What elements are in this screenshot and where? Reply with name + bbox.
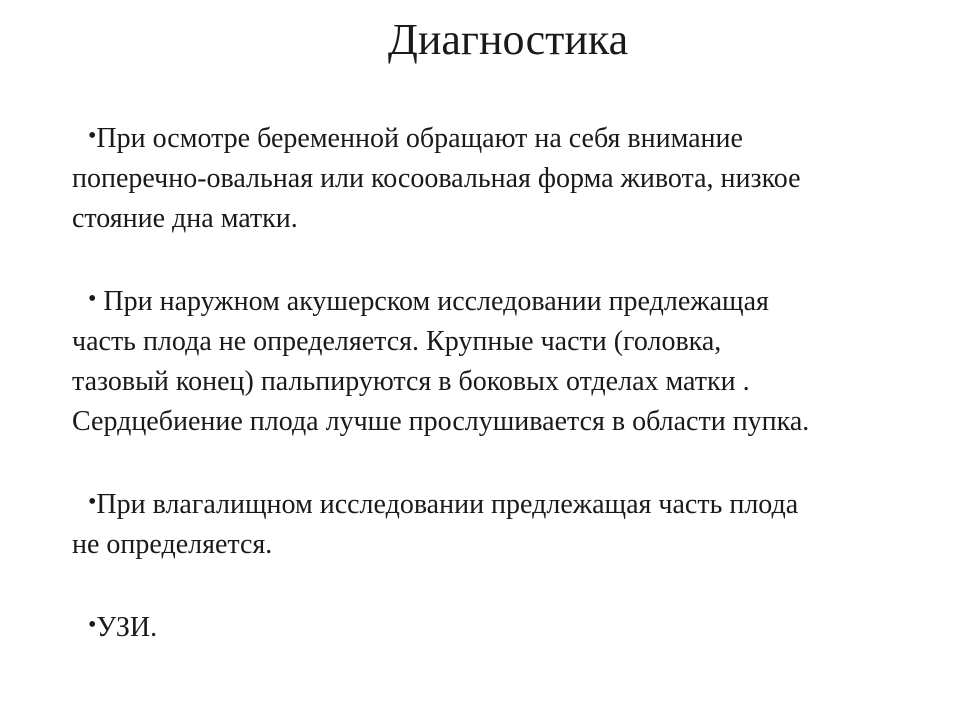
bullet-line: Сердцебиение плода лучше прослушивается в области пупка. <box>72 406 810 437</box>
bullet-icon: • <box>88 286 97 312</box>
bullet-icon: • <box>88 123 97 149</box>
bullet-line-text: При наружном акушерском исследовании предлежащая <box>96 286 769 317</box>
bullet-line <box>72 116 942 159</box>
bullet-line-text: При влагалищном исследовании предлежащая часть плода <box>96 489 799 520</box>
bullet-list <box>72 116 942 648</box>
bullet-line: стояние дна матки. <box>72 203 298 234</box>
bullet-item-vaginal-exam <box>72 482 942 565</box>
bullet-icon: • <box>88 489 97 515</box>
bullet-item-exam <box>72 116 942 239</box>
bullet-line <box>72 279 942 322</box>
bullet-line <box>72 605 942 648</box>
bullet-line-text: При осмотре беременной обращают на себя внимание <box>96 123 743 154</box>
bullet-line-text: УЗИ. <box>96 612 158 643</box>
bullet-line: тазовый конец) пальпируются в боковых отделах матки . <box>72 366 750 397</box>
bullet-item-external-exam <box>72 279 942 442</box>
bullet-item-ultrasound <box>72 605 942 648</box>
bullet-line: часть плода не определяется. Крупные части (головка, <box>72 326 722 357</box>
bullet-line: поперечно-овальная или косоовальная форма живота, низкое <box>72 163 801 194</box>
bullet-icon: • <box>88 612 97 638</box>
bullet-line <box>72 482 942 525</box>
slide-title: Диагностика <box>387 15 629 64</box>
bullet-line: не определяется. <box>72 529 273 560</box>
